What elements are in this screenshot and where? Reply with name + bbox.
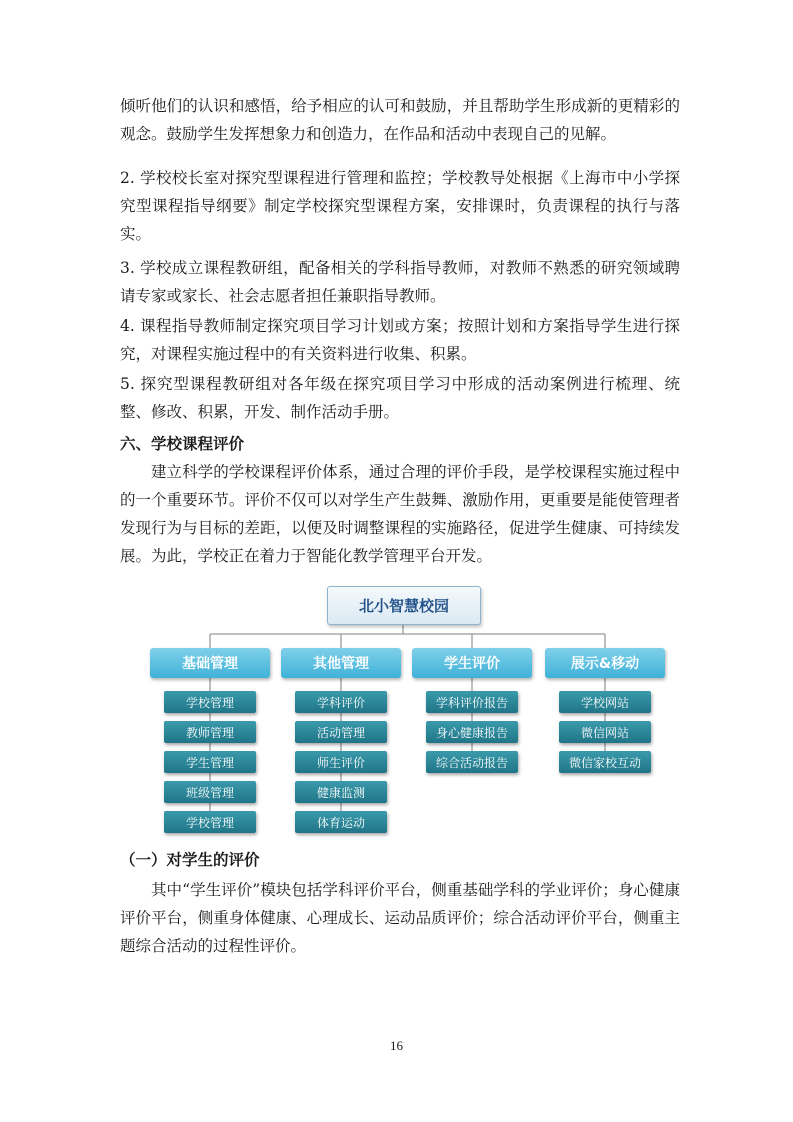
diagram-leaf-node: 活动管理 <box>295 721 387 743</box>
diagram-category-node: 展示&移动 <box>545 648 665 678</box>
diagram-leaf-node: 综合活动报告 <box>426 751 518 773</box>
diagram-leaf-node: 学生管理 <box>164 751 256 773</box>
diagram-category-node: 学生评价 <box>412 648 532 678</box>
paragraph-item-3: 3. 学校成立课程教研组，配备相关的学科指导教师，对教师不熟悉的研究领域聘请专家或家长、社会志愿者担任兼职指导教师。 <box>120 259 680 305</box>
diagram-leaf-node: 学校管理 <box>164 691 256 713</box>
diagram-leaf-node: 体育运动 <box>295 811 387 833</box>
diagram-leaf-node: 学校网站 <box>559 691 651 713</box>
paragraph-item-5: 5. 探究型课程教研组对各年级在探究项目学习中形成的活动案例进行梳理、统整、修改、积累，开发、制作活动手册。 <box>120 375 680 421</box>
subheading: （一）对学生的评价 <box>120 851 260 869</box>
diagram-leaf-node: 教师管理 <box>164 721 256 743</box>
diagram-root-node: 北小智慧校园 <box>327 586 481 625</box>
paragraph-continued: 倾听他们的认识和感悟，给予相应的认可和鼓励，并且帮助学生形成新的更精彩的观念。鼓励学生发挥想象力和创造力，在作品和活动中表现自己的见解。 <box>120 97 680 143</box>
paragraph-item-4: 4. 课程指导教师制定探究项目学习计划或方案；按照计划和方案指导学生进行探究，对课程实施过程中的有关资料进行收集、积累。 <box>120 317 680 363</box>
diagram-leaf-node: 学科评价报告 <box>426 691 518 713</box>
page-number: 16 <box>390 1038 403 1053</box>
diagram-leaf-node: 班级管理 <box>164 781 256 803</box>
campus-structure-diagram <box>148 586 648 838</box>
section-paragraph: 建立科学的学校课程评价体系，通过合理的评价手段，是学校课程实施过程中的一个重要环节。评价不仅可以对学生产生鼓舞、激励作用，更重要是能使管理者发现行为与目标的差距，以便及时调整课程的实施路径，促进学生健康、可持续发展。为此，学校正在着力于智能化教学管理平台开发。 <box>120 463 680 565</box>
sub-paragraph: 其中“学生评价”模块包括学科评价平台，侧重基础学科的学业评价；身心健康评价平台，侧重身体健康、心理成长、运动品质评价；综合活动评价平台，侧重主题综合活动的过程性评价。 <box>120 881 680 955</box>
paragraph-item-2: 2. 学校校长室对探究型课程进行管理和监控；学校教导处根据《上海市中小学探究型课程指导纲要》制定学校探究型课程方案，安排课时，负责课程的执行与落实。 <box>120 169 680 243</box>
diagram-leaf-node: 师生评价 <box>295 751 387 773</box>
diagram-leaf-node: 身心健康报告 <box>426 721 518 743</box>
diagram-leaf-node: 微信家校互动 <box>559 751 651 773</box>
diagram-leaf-node: 学科评价 <box>295 691 387 713</box>
section-heading: 六、学校课程评价 <box>120 435 245 453</box>
diagram-leaf-node: 微信网站 <box>559 721 651 743</box>
diagram-category-node: 基础管理 <box>150 648 270 678</box>
diagram-leaf-node: 健康监测 <box>295 781 387 803</box>
diagram-category-node: 其他管理 <box>281 648 401 678</box>
diagram-leaf-node: 学校管理 <box>164 811 256 833</box>
